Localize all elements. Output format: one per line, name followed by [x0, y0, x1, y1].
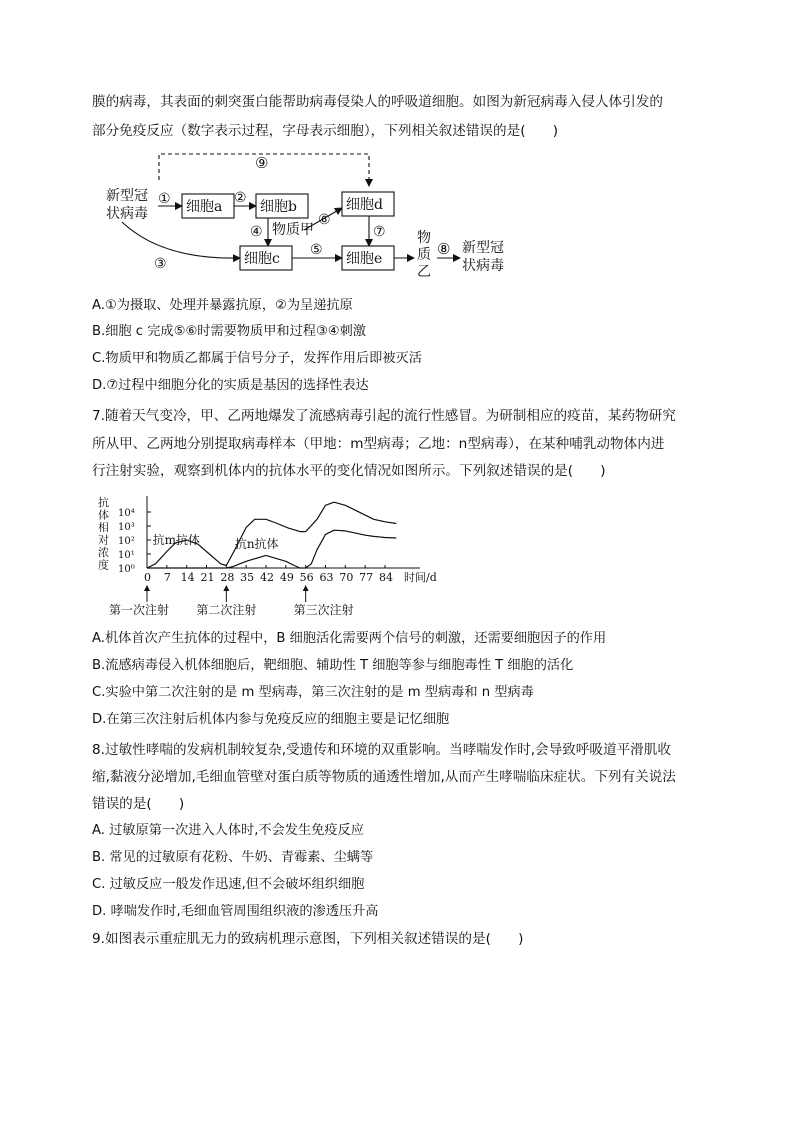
q9-stem-line-1: 9.如图表示重症肌无力的致病机理示意图，下列相关叙述错误的是( ): [92, 931, 524, 947]
y-tick-label: 10⁴: [118, 508, 135, 519]
x-tick-label: 84: [379, 571, 393, 584]
label-n5: ⑤: [310, 242, 323, 258]
q8-option-c: C. 过敏反应一般发作迅速,但不会破坏组织细胞: [92, 877, 365, 892]
virus-label-line2: 状病毒: [106, 206, 148, 222]
q7-stem-line-2: 所从甲、乙两地分别提取病毒样本（甲地：m型病毒；乙地：n型病毒），在某种哺乳动物体内进: [92, 436, 665, 452]
label-n7: ⑦: [373, 224, 386, 240]
x-tick-label: 28: [220, 571, 235, 584]
label-n3: ③: [154, 256, 167, 272]
y-tick-label: 10³: [118, 522, 135, 533]
x-tick-label: 56: [299, 571, 314, 584]
cell-c-label: 细胞c: [244, 251, 280, 267]
substance-b-char1: 物: [417, 230, 431, 246]
substance-b-char3: 乙: [417, 264, 431, 280]
q7-option-a: A.机体首次产生抗体的过程中，B 细胞活化需要两个信号的刺激，还需要细胞因子的作用: [92, 631, 607, 646]
label-n2: ②: [234, 190, 247, 206]
label-n6: ⑥: [318, 212, 331, 228]
cell-a-label: 细胞a: [186, 199, 223, 215]
injection-arrow-head: [144, 585, 150, 591]
x-tick-label: 70: [339, 571, 354, 584]
q7-option-c: C.实验中第二次注射的是 m 型病毒，第三次注射的是 m 型病毒和 n 型病毒: [92, 685, 534, 700]
injection-label: 第三次注射: [293, 603, 354, 617]
q7-stem-line-3: 行注射实验，观察到机体内的抗体水平的变化情况如图所示。下列叙述错误的是( ): [92, 463, 606, 479]
label-n9: ⑨: [255, 154, 269, 172]
x-tick-label: 35: [240, 571, 255, 584]
q8-option-b: B. 常见的过敏原有花粉、牛奶、青霉素、尘螨等: [92, 850, 374, 865]
x-tick-label: 14: [180, 571, 195, 584]
x-tick-label: 77: [359, 571, 374, 584]
q7-option-b: B.流感病毒侵入机体细胞后，靶细胞、辅助性 T 细胞等参与细胞毒性 T 细胞的活化: [92, 658, 574, 673]
q6-stem-line-1: 膜的病毒，其表面的刺突蛋白能帮助病毒侵染人的呼吸道细胞。如图为新冠病毒入侵人体引发的: [92, 94, 663, 110]
annotation-anti-n: 抗n抗体: [234, 536, 279, 551]
y-axis-label-char: 相: [98, 521, 109, 534]
antibody-chart: [92, 488, 437, 618]
x-axis-label: 时间/d: [404, 571, 437, 584]
q8-stem-line-1: 8.过敏性哮喘的发病机制较复杂,受遗传和环境的双重影响。当哮喘发作时,会导致呼吸道平滑肌收: [92, 742, 671, 758]
injection-label: 第二次注射: [196, 603, 257, 617]
cell-e-label: 细胞e: [346, 251, 383, 267]
y-axis-label-char: 度: [98, 558, 109, 572]
immune-response-diagram: [92, 148, 562, 288]
x-tick-label: 0: [144, 571, 151, 584]
label-n4: ④: [250, 224, 263, 240]
x-tick-label: 21: [200, 571, 215, 584]
cell-b-label: 细胞b: [260, 199, 297, 215]
virus-label-line1: 新型冠: [106, 188, 148, 204]
virus-out-line1: 新型冠: [462, 240, 504, 256]
injection-arrow-head: [303, 585, 309, 591]
q6-option-c: C.物质甲和物质乙都属于信号分子，发挥作用后即被灭活: [92, 351, 422, 366]
y-tick-label: 10¹: [118, 550, 135, 561]
q8-option-a: A. 过敏原第一次进入人体时,不会发生免疫反应: [92, 823, 364, 838]
y-axis-label-char: 体: [98, 508, 109, 522]
q6-option-a: A.①为摄取、处理并暴露抗原，②为呈递抗原: [92, 298, 353, 313]
substance-a-label: 物质甲: [272, 222, 314, 238]
y-tick-label: 10²: [118, 536, 135, 547]
x-tick-label: 42: [260, 571, 274, 584]
annotation-anti-m: 抗m抗体: [152, 532, 201, 547]
label-n8: ⑧: [437, 240, 451, 258]
q6-option-d: D.⑦过程中细胞分化的实质是基因的选择性表达: [92, 378, 369, 393]
q8-stem-line-3: 错误的是( ): [92, 796, 185, 812]
y-axis-label-char: 浓: [98, 546, 109, 559]
x-tick-label: 63: [319, 571, 334, 584]
q8-option-d: D. 哮喘发作时,毛细血管周围组织液的渗透压升高: [92, 904, 379, 919]
substance-b-char2: 质: [417, 247, 431, 263]
virus-out-line2: 状病毒: [462, 258, 504, 274]
q6-stem-line-2: 部分免疫反应（数字表示过程，字母表示细胞），下列相关叙述错误的是( ): [92, 123, 558, 139]
q8-stem-line-2: 缩,黏液分泌增加,毛细血管壁对蛋白质等物质的通透性增加,从而产生哮喘临床症状。下列有关说法: [92, 769, 676, 785]
cell-d-label: 细胞d: [346, 197, 383, 213]
q6-option-b: B.细胞 c 完成⑤⑥时需要物质甲和过程③④刺激: [92, 324, 366, 339]
y-axis-label-char: 抗: [98, 496, 109, 509]
q7-stem-line-1: 7.随着天气变冷，甲、乙两地爆发了流感病毒引起的流行性感冒。为研制相应的疫苗，某药物研究: [92, 408, 676, 424]
injection-label: 第一次注射: [109, 603, 170, 617]
y-tick-label: 10⁰: [118, 564, 135, 575]
y-axis-label-char: 对: [98, 533, 109, 547]
q7-option-d: D.在第三次注射后机体内参与免疫反应的细胞主要是记忆细胞: [92, 712, 450, 727]
x-tick-label: 49: [279, 571, 294, 584]
label-n1: ①: [158, 191, 171, 207]
injection-arrow-head: [223, 585, 229, 591]
x-tick-label: 7: [163, 571, 171, 584]
arrow-3: [122, 222, 240, 258]
